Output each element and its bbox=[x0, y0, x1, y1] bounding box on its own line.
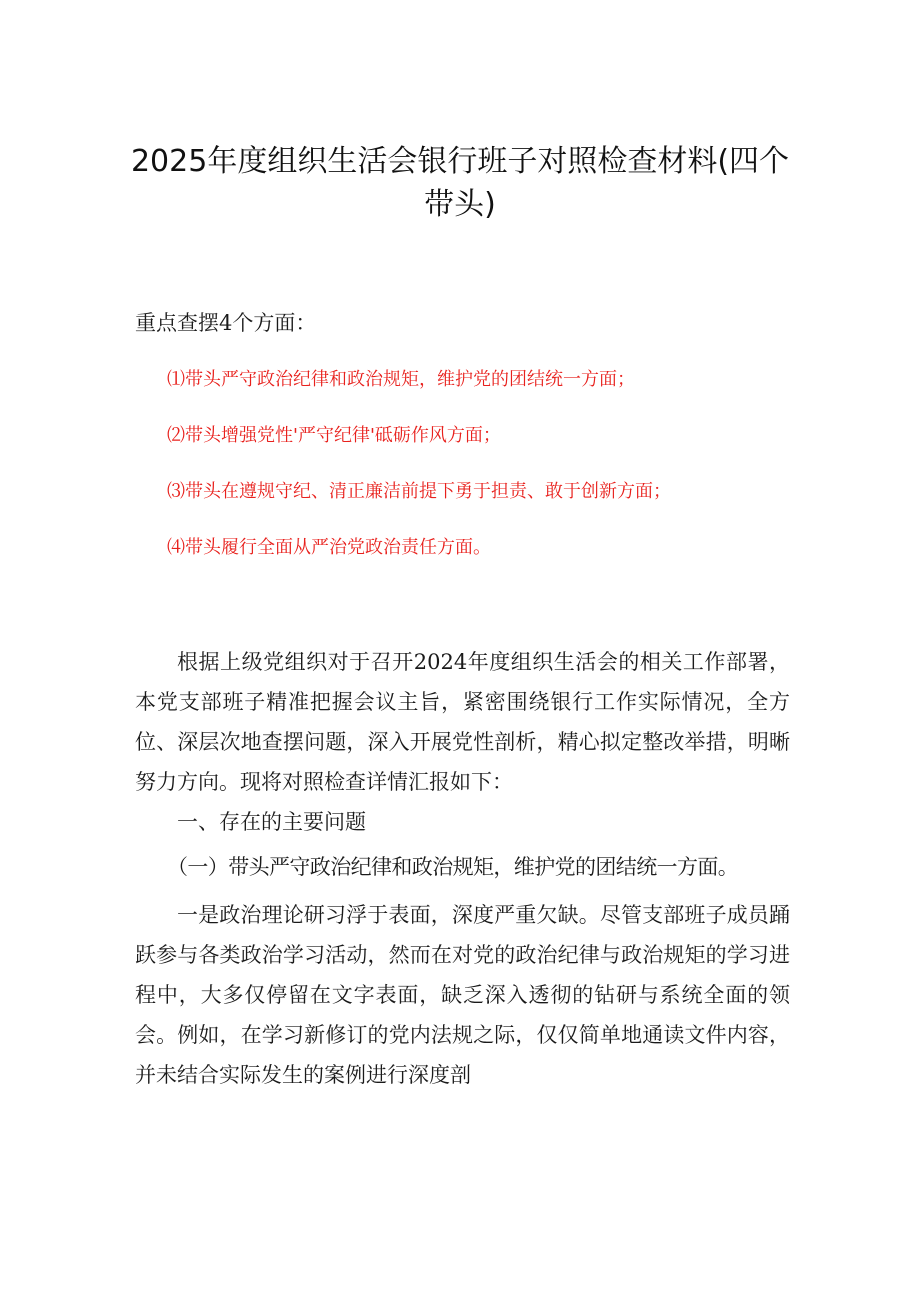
point-paragraph: 一是政治理论研习浮于表面，深度严重欠缺。尽管支部班子成员踊跃参与各类政治学习活动，然而在对党的政治纪律与政治规矩的学习进程中，大多仅停留在文字表面，缺乏深入透彻的钻研与系统全面的领会。例如，在学习新修订的党内法规之际，仅仅简单地通读文件内容，并未结合实际发生的案例进行深度剖 bbox=[135, 903, 790, 1087]
focus-item: ⑵带头增强党性'严守纪律'砥砺作风方面； bbox=[167, 425, 501, 446]
focus-intro: 重点查摆4个方面： bbox=[135, 311, 317, 335]
document-title: 2025年度组织生活会银行班子对照检查材料(四个带头) bbox=[130, 144, 790, 222]
focus-item: ⑶带头在遵规守纪、清正廉洁前提下勇于担责、敢于创新方面； bbox=[167, 481, 671, 502]
focus-list bbox=[167, 366, 671, 590]
focus-item: ⑴带头严守政治纪律和政治规矩，维护党的团结统一方面； bbox=[167, 369, 635, 390]
document-body bbox=[135, 642, 790, 1095]
intro-paragraph: 根据上级党组织对于召开2024年度组织生活会的相关工作部署，本党支部班子精准把握会议主旨，紧密围绕银行工作实际情况，全方位、深层次地查摆问题，深入开展党性剖析，精心拟定整改举措，明晰努力方向。现将对照检查详情汇报如下： bbox=[135, 650, 790, 794]
focus-item: ⑷带头履行全面从严治党政治责任方面。 bbox=[167, 537, 491, 558]
section-heading: 一、存在的主要问题 bbox=[177, 810, 366, 834]
subsection-heading: （一）带头严守政治纪律和政治规矩，维护党的团结统一方面。 bbox=[167, 855, 739, 879]
